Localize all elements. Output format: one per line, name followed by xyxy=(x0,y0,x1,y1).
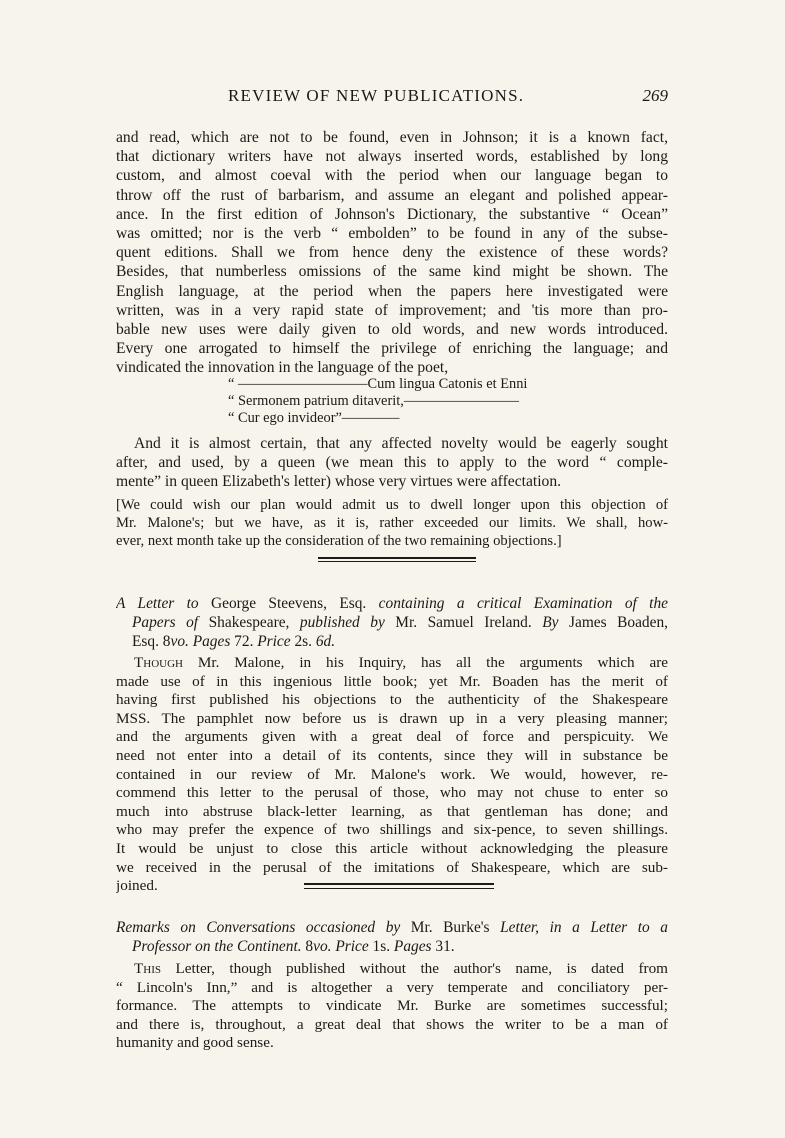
text-line: was omitted; nor is the verb “ embolden” to be found in any of the subse- xyxy=(116,224,668,242)
running-header xyxy=(116,86,668,110)
text-line: that dictionary writers have not always inserted words, established by long xyxy=(116,148,668,166)
text-line: contained in our review of Mr. Malone's work. We would, however, re- xyxy=(116,765,668,783)
header-title: REVIEW OF NEW PUBLICATIONS. xyxy=(228,86,525,105)
text-line: throw off the rust of barbarism, and assume an elegant and polished appear- xyxy=(116,186,668,204)
text-line: ance. In the first edition of Johnson's Dictionary, the substantive “ Ocean” xyxy=(116,205,668,223)
text-line: and there is, throughout, a great deal that shows the writer to be a man of xyxy=(116,1015,668,1033)
note-line: ever, next month take up the consideration of the two remaining objections.] xyxy=(116,533,562,549)
text-line: joined. xyxy=(116,877,158,895)
text-line: Though Mr. Malone, in his Inquiry, has all the arguments which are xyxy=(134,654,668,671)
text-line: Every one arrogated to himself the privilege of enriching the language; and xyxy=(116,340,668,358)
text-line: “ Lincoln's Inn,” and is altogether a very temperate and conciliatory per- xyxy=(116,978,668,996)
section-divider xyxy=(304,888,494,889)
text-line: made use of in this ingenious little book; yet Mr. Boaden has the merit of xyxy=(116,672,668,690)
heading-line: Papers of Shakespeare, published by Mr. Samuel Ireland. By James Boaden, xyxy=(132,614,668,632)
text-line: humanity and good sense. xyxy=(116,1034,274,1052)
text-line: custom, and almost coeval with the period when our language began to xyxy=(116,167,668,185)
section-divider xyxy=(318,561,476,562)
review-body-boaden xyxy=(116,654,668,896)
heading-line: Remarks on Conversations occasioned by Mr. Burke's Letter, in a Letter to a xyxy=(116,919,668,936)
review-heading-boaden xyxy=(116,594,668,652)
review-body-burke xyxy=(116,960,668,1053)
review-heading-burke xyxy=(116,918,668,956)
quote-line: “ Sermonem patrium ditaverit,———————— xyxy=(228,393,519,410)
latin-quotation xyxy=(228,376,608,428)
text-line: much into abstruse black-letter learning, as that gentleman has done; and xyxy=(116,802,668,820)
text-line: and the arguments given with a great deal of force and perspicuity. We xyxy=(116,728,668,746)
text-line: commend this letter to the perusal of those, who may not chuse to enter so xyxy=(116,784,668,802)
heading-line: A Letter to George Steevens, Esq. containing a critical Examination of the xyxy=(116,595,668,612)
text-line: And it is almost certain, that any affected novelty would be eagerly sought xyxy=(134,435,668,452)
text-line: bable new uses were daily given to old words, and new words introduced. xyxy=(116,320,668,338)
note-line: [We could wish our plan would admit us to dwell longer upon this objection of xyxy=(116,497,668,513)
text-line: It would be unjust to close this article without acknowledging the pleasure xyxy=(116,839,668,857)
section-divider xyxy=(318,557,476,559)
heading-line: Esq. 8vo. Pages 72. Price 2s. 6d. xyxy=(132,633,336,651)
quote-line: “ Cur ego invideor”———— xyxy=(228,410,400,427)
section-divider xyxy=(304,883,494,885)
text-line: and read, which are not to be found, even in Johnson; it is a known fact, xyxy=(116,129,668,146)
text-line: quent editions. Shall we from hence deny the existence of these words? xyxy=(116,244,668,262)
page-number: 269 xyxy=(642,86,668,105)
text-line: who may prefer the expence of two shillings and six-pence, to seven shillings. xyxy=(116,821,668,839)
text-line: This Letter, though published without the author's name, is dated from xyxy=(134,960,668,977)
quote-line: “ —————————Cum lingua Catonis et Enni xyxy=(228,376,528,392)
text-line: mente” in queen Elizabeth's letter) whose very virtues were affectation. xyxy=(116,473,562,491)
paragraph-affected-novelty xyxy=(116,434,668,492)
heading-line: Professor on the Continent. 8vo. Price 1s. Pages 31. xyxy=(132,938,455,956)
text-line: formance. The attempts to vindicate Mr. Burke are sometimes successful; xyxy=(116,997,668,1015)
text-line: Besides, that numberless omissions of the same kind might be shown. The xyxy=(116,263,668,281)
text-line: having first published his objections to the authenticity of the Shakespeare xyxy=(116,691,668,709)
note-line: Mr. Malone's; but we have, as it is, rather exceeded our limits. We shall, how- xyxy=(116,515,668,531)
text-line: MSS. The pamphlet now before us is drawn up in a very pleasing manner; xyxy=(116,709,668,727)
editorial-note xyxy=(116,496,668,550)
text-line: written, was in a very rapid state of improvement; and 'tis more than pro- xyxy=(116,301,668,319)
text-line: need not enter into a detail of its contents, since they will in substance be xyxy=(116,746,668,764)
text-line: English language, at the period when the papers here investigated were xyxy=(116,282,668,300)
paragraph-dictionary-argument xyxy=(116,128,668,377)
text-line: vindicated the innovation in the language of the poet, xyxy=(116,359,449,377)
text-line: after, and used, by a queen (we mean this to apply to the word “ comple- xyxy=(116,454,668,472)
text-line: we received in the perusal of the imitations of Shakespeare, which are sub- xyxy=(116,858,668,876)
